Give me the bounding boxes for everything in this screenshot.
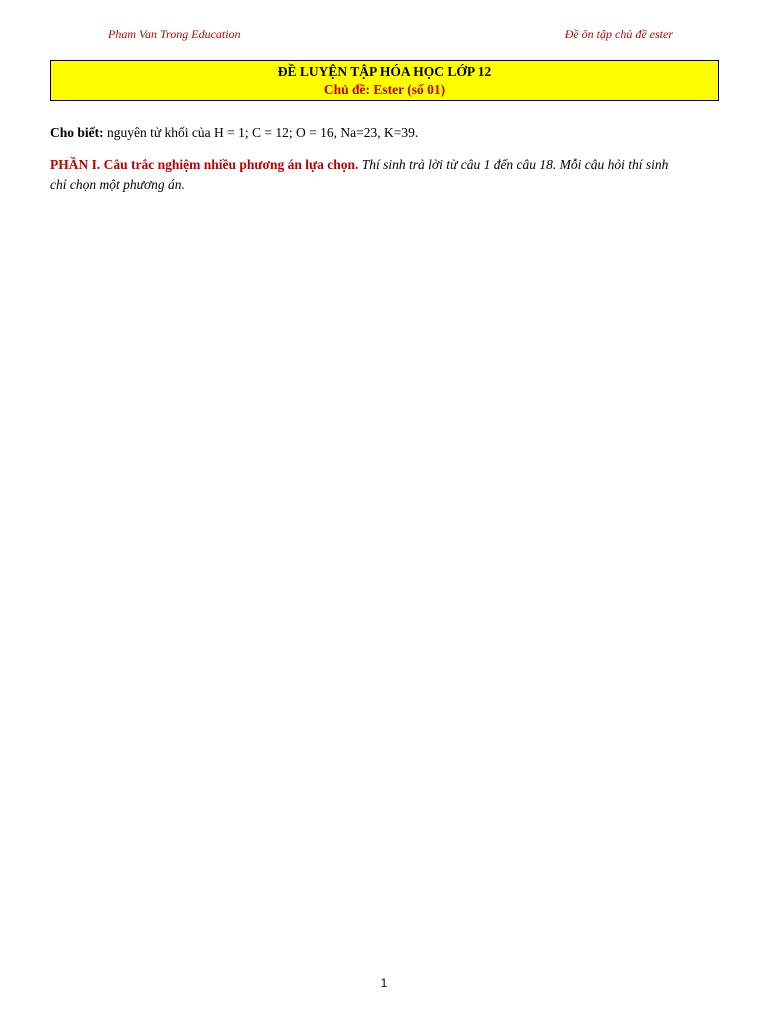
page-number: 1 [380,976,388,990]
title-line2: Chủ đề: Ester (số 01) [323,82,446,97]
given-text: nguyên tử khối của H = 1; C = 12; O = 16, Na=23, K=39. [103,125,419,140]
part1-header [50,155,740,176]
given-line [50,123,740,144]
document-body [50,123,740,196]
title-line1: ĐỀ LUYỆN TẬP HÓA HỌC LỚP 12 [277,64,492,79]
part1-note: Thí sinh trả lời từ câu 1 đến câu 18. Mỗi câu hỏi thí sinh [358,156,669,172]
given-label: Cho biết: [50,125,104,140]
title-box [50,60,719,101]
header-right: Đề ôn tập chủ đề ester [564,27,673,41]
header-left: Pham Van Trong Education [108,27,241,41]
part1-title: PHẦN I. Câu trắc nghiệm nhiều phương án lựa chọn. [50,156,359,172]
part1-note-line2: chỉ chọn một phương án. [50,177,185,193]
